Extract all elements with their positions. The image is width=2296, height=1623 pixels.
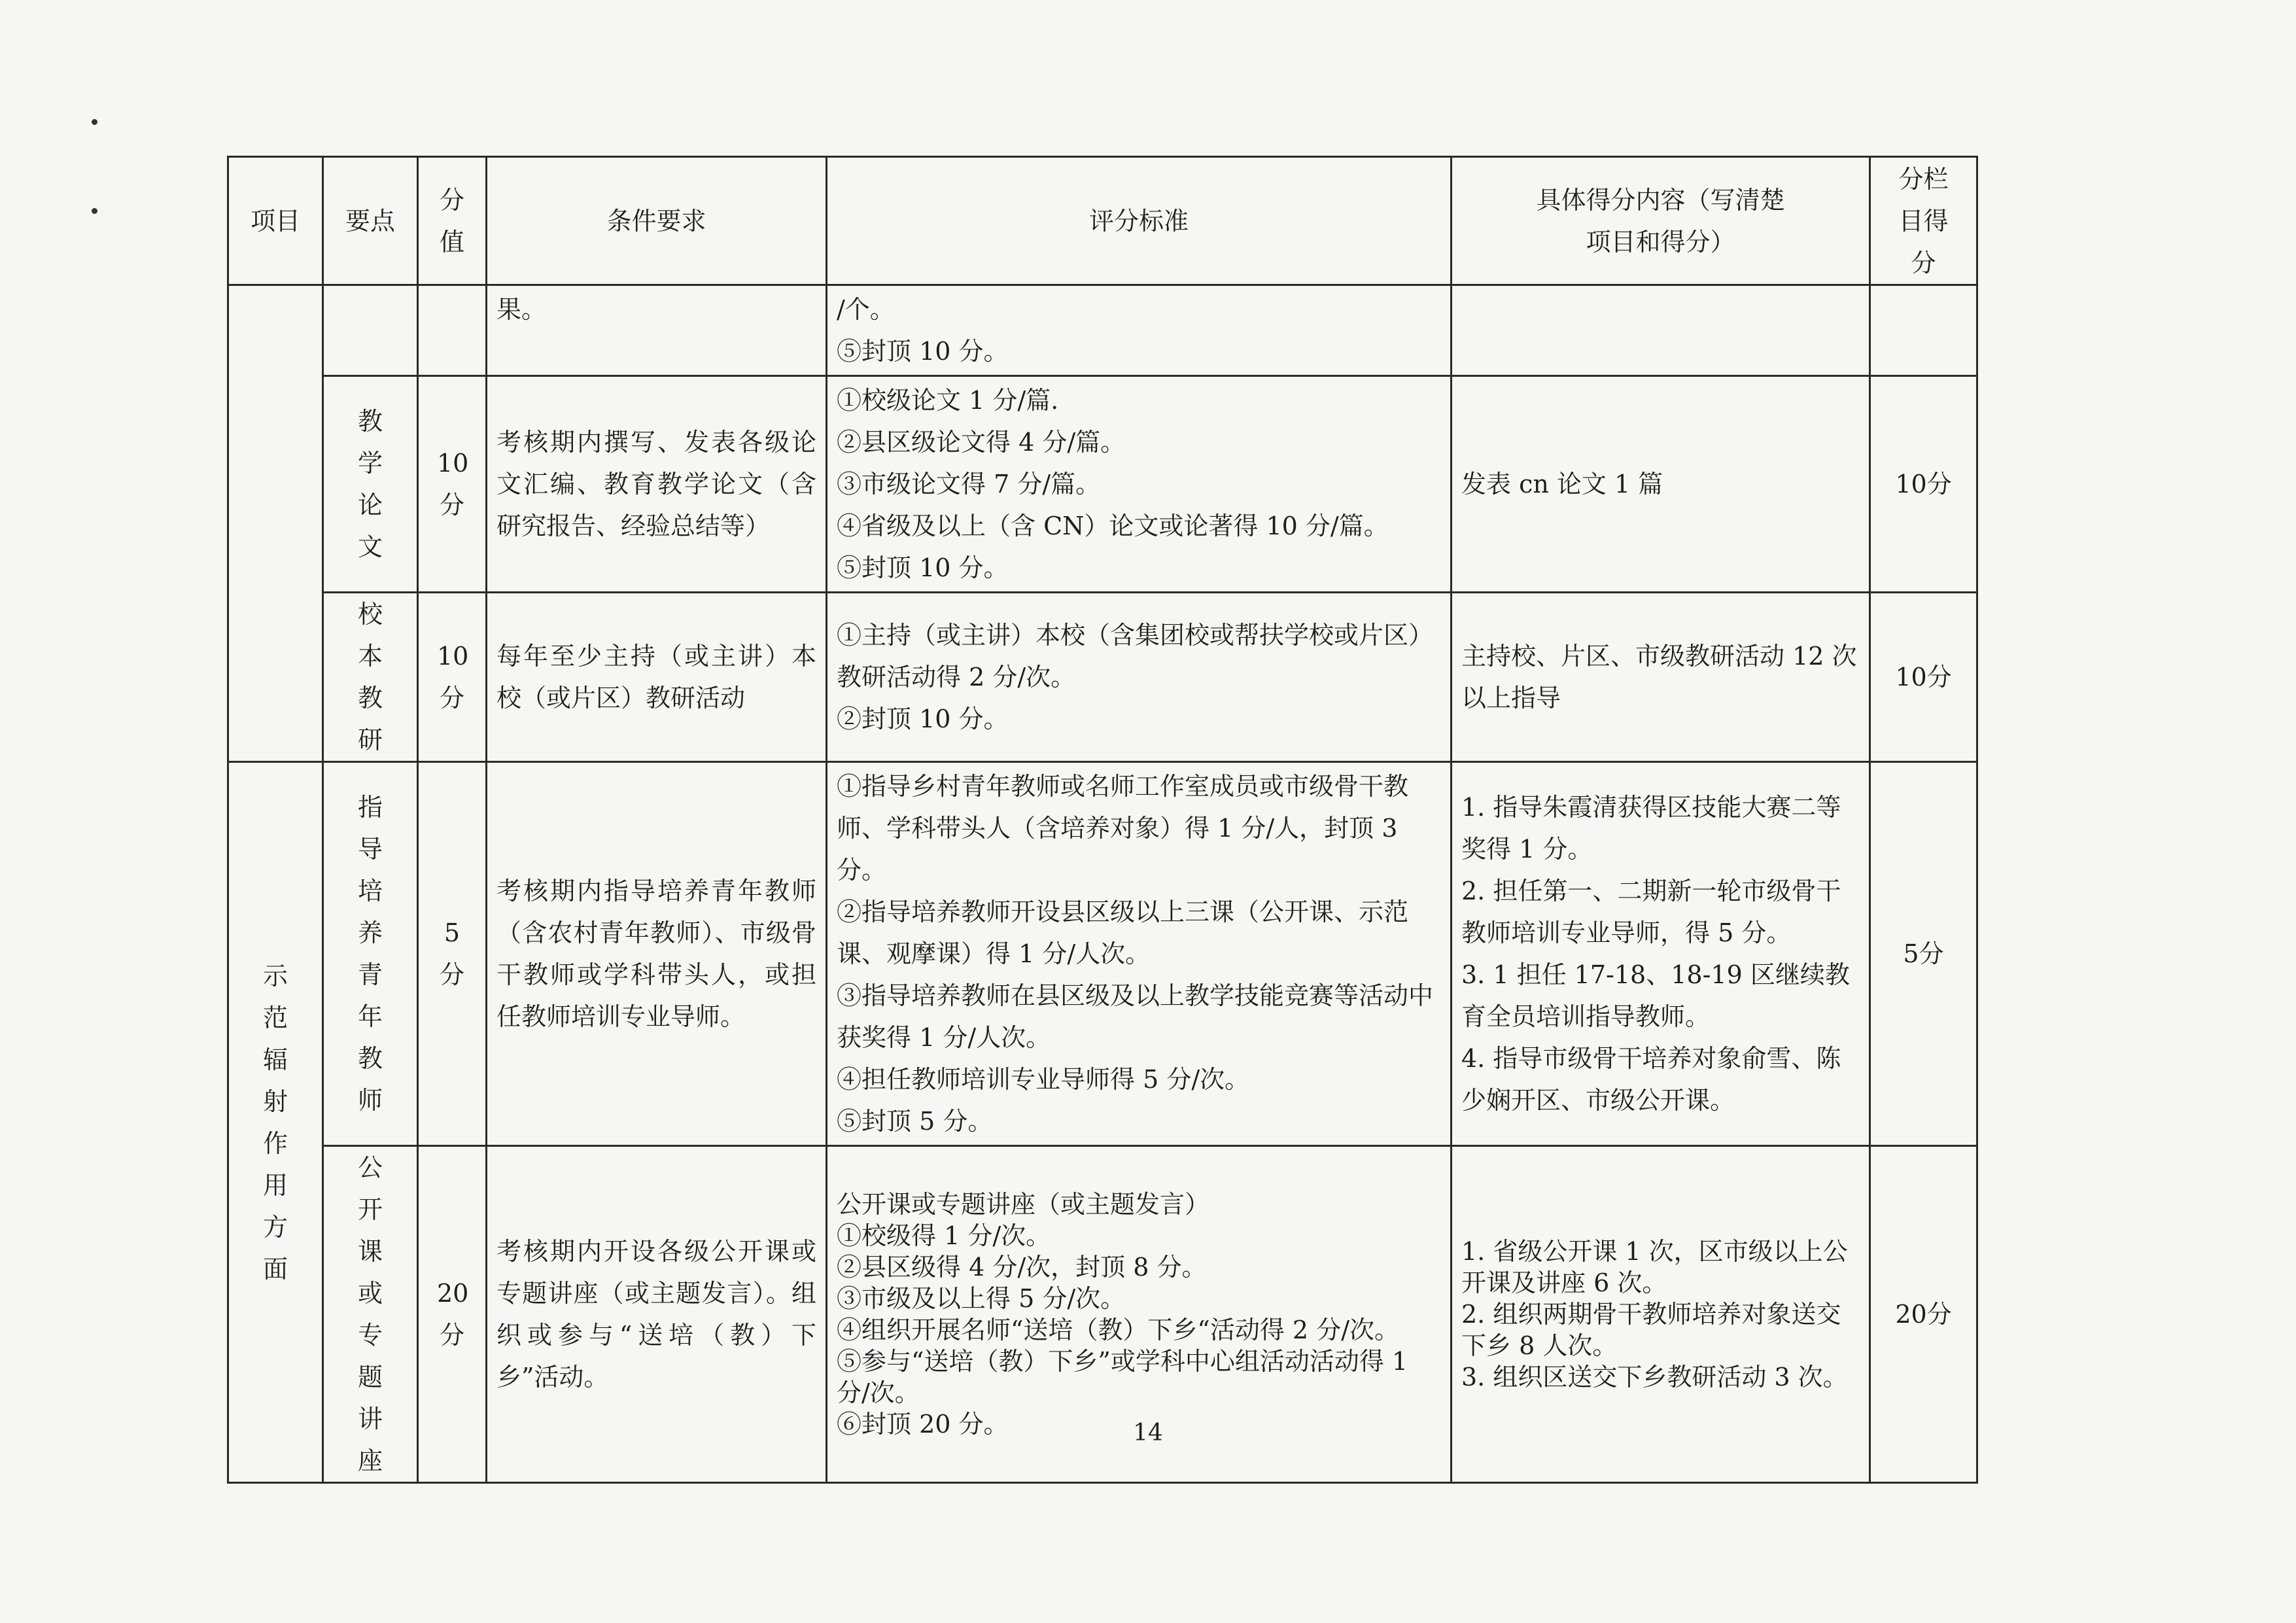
- criteria-line: ①主持（或主讲）本校（含集团校或帮扶学校或片区）教研活动得 2 分/次。: [837, 621, 1434, 691]
- table-row: [228, 285, 1977, 376]
- score-cell: 10分: [418, 593, 487, 762]
- condition-cell: 考核期内撰写、发表各级论文汇编、教育教学论文（含研究报告、经验总结等）: [487, 376, 827, 593]
- criteria-line: ④担任教师培训专业导师得 5 分/次。: [837, 1065, 1250, 1094]
- criteria-line: ③市级论文得 7 分/篇。: [837, 470, 1101, 498]
- criteria-line: ③指导培养教师在县区级及以上教学技能竞赛等活动中获奖得 1 分/人次。: [837, 981, 1434, 1052]
- detail-line: 4. 指导市级骨干培养对象俞雪、陈少娴开区、市级公开课。: [1461, 1044, 1841, 1115]
- criteria-line: ⑥封顶 20 分。: [837, 1410, 1009, 1439]
- header-criteria: 评分标准: [827, 157, 1452, 285]
- point-cell: 校本教研: [323, 593, 418, 762]
- page-number: 14: [1133, 1420, 1163, 1446]
- earned-cell: [1870, 285, 1977, 376]
- header-column-score: 分栏目得分: [1870, 157, 1977, 285]
- criteria-line: 公开课或专题讲座（或主题发言）: [837, 1190, 1210, 1219]
- table-row: [228, 376, 1977, 593]
- condition-cell: 每年至少主持（或主讲）本校（或片区）教研活动: [487, 593, 827, 762]
- criteria-line: ②县区级得 4 分/次，封顶 8 分。: [837, 1253, 1207, 1282]
- binding-hole-mark: [92, 119, 97, 125]
- criteria-line: ②指导培养教师开设县区级以上三课（公开课、示范课、观摩课）得 1 分/人次。: [837, 898, 1409, 968]
- criteria-cell: [827, 285, 1452, 376]
- criteria-line: ①指导乡村青年教师或名师工作室成员或市级骨干教师、学科带头人（含培养对象）得 1 分/人，封顶 3 分。: [837, 772, 1409, 884]
- earned-cell: 10分: [1870, 376, 1977, 593]
- criteria-line: ②封顶 10 分。: [837, 705, 1009, 733]
- criteria-line: ①校级论文 1 分/篇.: [837, 386, 1059, 415]
- table-row: [228, 762, 1977, 1146]
- category-cell-empty: [228, 285, 323, 762]
- criteria-line: ⑤封顶 10 分。: [837, 337, 1009, 366]
- binding-hole-mark: [92, 208, 97, 214]
- criteria-line: ④省级及以上（含 CN）论文或论著得 10 分/篇。: [837, 512, 1389, 540]
- header-score: 分值: [418, 157, 487, 285]
- score-cell: [418, 285, 487, 376]
- condition-cell: 考核期内指导培养青年教师（含农村青年教师）、市级骨干教师或学科带头人，或担任教师培训专业导师。: [487, 762, 827, 1146]
- criteria-line: ②县区级论文得 4 分/篇。: [837, 428, 1126, 457]
- detail-line: 3. 组织区送交下乡教研活动 3 次。: [1461, 1363, 1848, 1391]
- detail-line: 2. 组织两期骨干教师培养对象送交下乡 8 人次。: [1461, 1300, 1841, 1360]
- criteria-cell: [827, 593, 1452, 762]
- detail-line: 发表 cn 论文 1 篇: [1461, 470, 1663, 498]
- criteria-line: /个。: [837, 295, 895, 324]
- point-cell: 公开课或专题讲座: [323, 1146, 418, 1483]
- earned-cell: 10分: [1870, 593, 1977, 762]
- header-detail: 具体得分内容（写清楚项目和得分）: [1452, 157, 1870, 285]
- score-cell: 20分: [418, 1146, 487, 1483]
- detail-line: 1. 指导朱霞清获得区技能大赛二等奖得 1 分。: [1461, 793, 1841, 864]
- table-row: [228, 593, 1977, 762]
- score-cell: 5分: [418, 762, 487, 1146]
- criteria-line: ③市级及以上得 5 分/次。: [837, 1284, 1126, 1313]
- criteria-line: ④组织开展名师“送培（教）下乡“活动得 2 分/次。: [837, 1316, 1399, 1344]
- point-cell: 指导培养青年教师: [323, 762, 418, 1146]
- criteria-cell: [827, 376, 1452, 593]
- scoring-table: [227, 156, 1978, 1484]
- criteria-line: ⑤封顶 5 分。: [837, 1107, 993, 1136]
- point-cell: 教学论文: [323, 376, 418, 593]
- point-cell: [323, 285, 418, 376]
- detail-cell: [1452, 285, 1870, 376]
- criteria-line: ⑤封顶 10 分。: [837, 553, 1009, 582]
- score-cell: 10分: [418, 376, 487, 593]
- detail-cell: [1452, 762, 1870, 1146]
- earned-cell: 20分: [1870, 1146, 1977, 1483]
- category-cell: 示范辐射作用方面: [228, 762, 323, 1483]
- header-condition: 条件要求: [487, 157, 827, 285]
- criteria-line: ①校级得 1 分/次。: [837, 1221, 1051, 1250]
- detail-line: 主持校、片区、市级教研活动 12 次以上指导: [1461, 642, 1857, 712]
- condition-cell: 考核期内开设各级公开课或专题讲座（或主题发言）。组织或参与“送培（教）下乡”活动。: [487, 1146, 827, 1483]
- criteria-line: ⑤参与“送培（教）下乡”或学科中心组活动活动得 1 分/次。: [837, 1347, 1408, 1407]
- detail-line: 2. 担任第一、二期新一轮市级骨干教师培训专业导师，得 5 分。: [1461, 877, 1841, 947]
- table-header-row: [228, 157, 1977, 285]
- header-point: 要点: [323, 157, 418, 285]
- condition-cell: 果。: [487, 285, 827, 376]
- earned-cell: 5分: [1870, 762, 1977, 1146]
- detail-line: 1. 省级公开课 1 次，区市级以上公开课及讲座 6 次。: [1461, 1237, 1848, 1297]
- detail-line: 3. 1 担任 17-18、18-19 区继续教育全员培训指导教师。: [1461, 960, 1850, 1031]
- criteria-cell: [827, 762, 1452, 1146]
- detail-cell: [1452, 593, 1870, 762]
- header-project: 项目: [228, 157, 323, 285]
- detail-cell: [1452, 376, 1870, 593]
